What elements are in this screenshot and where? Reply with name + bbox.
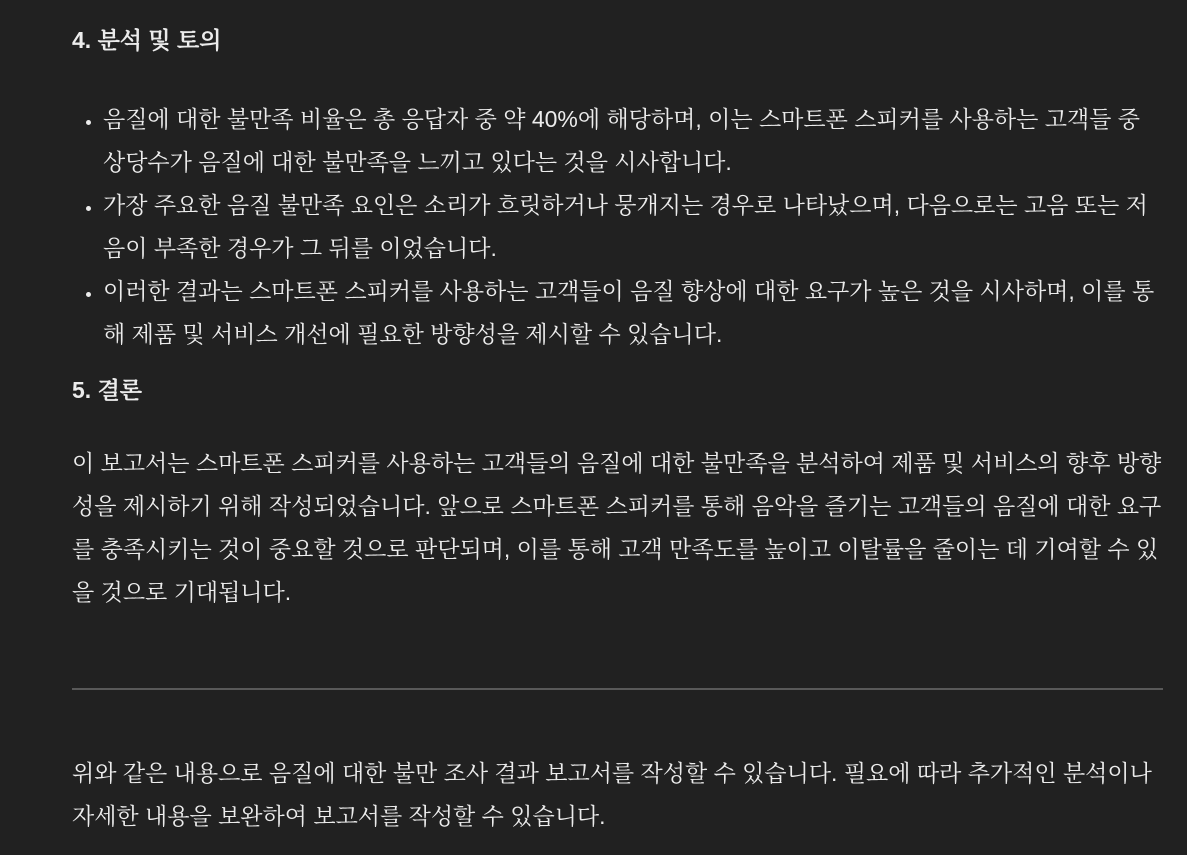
section-divider — [72, 688, 1163, 690]
analysis-bullet-list — [72, 98, 1163, 356]
analysis-section-heading: 4. 분석 및 토의 — [72, 27, 222, 53]
closing-paragraph: 위와 같은 내용으로 음질에 대한 불만 조사 결과 보고서를 작성할 수 있습니다. 필요에 따라 추가적인 분석이나 자세한 내용을 보완하여 보고서를 작성할 수 있습니다. — [72, 760, 1152, 829]
analysis-bullet-item-3: • 이러한 결과는 스마트폰 스피커를 사용하는 고객들이 음질 향상에 대한 요구가 높은 것을 시사하며, 이를 통해 제품 및 서비스 개선에 필요한 방향성을 제시할 수 있습니다. — [103, 270, 1163, 356]
conclusion-paragraph: 이 보고서는 스마트폰 스피커를 사용하는 고객들의 음질에 대한 불만족을 분석하여 제품 및 서비스의 향후 방향성을 제시하기 위해 작성되었습니다. 앞으로 스마트폰 스피커를 통해 음악을 즐기는 고객들의 음질에 대한 요구를 충족시키는 것이 중요할 것으로 판단되며, 이를 통해 고객 만족도를 높이고 이탈률을 줄이는 데 기여할 수 있을 것으로 기대됩니다. — [72, 450, 1162, 605]
conclusion-section-heading: 5. 결론 — [72, 377, 143, 403]
analysis-bullet-item-1: • 음질에 대한 불만족 비율은 총 응답자 중 약 40%에 해당하며, 이는 스마트폰 스피커를 사용하는 고객들 중 상당수가 음질에 대한 불만족을 느끼고 있다는 것을 시사합니다. — [103, 98, 1163, 184]
analysis-bullet-item-2: • 가장 주요한 음질 불만족 요인은 소리가 흐릿하거나 뭉개지는 경우로 나타났으며, 다음으로는 고음 또는 저음이 부족한 경우가 그 뒤를 이었습니다. — [103, 184, 1163, 270]
